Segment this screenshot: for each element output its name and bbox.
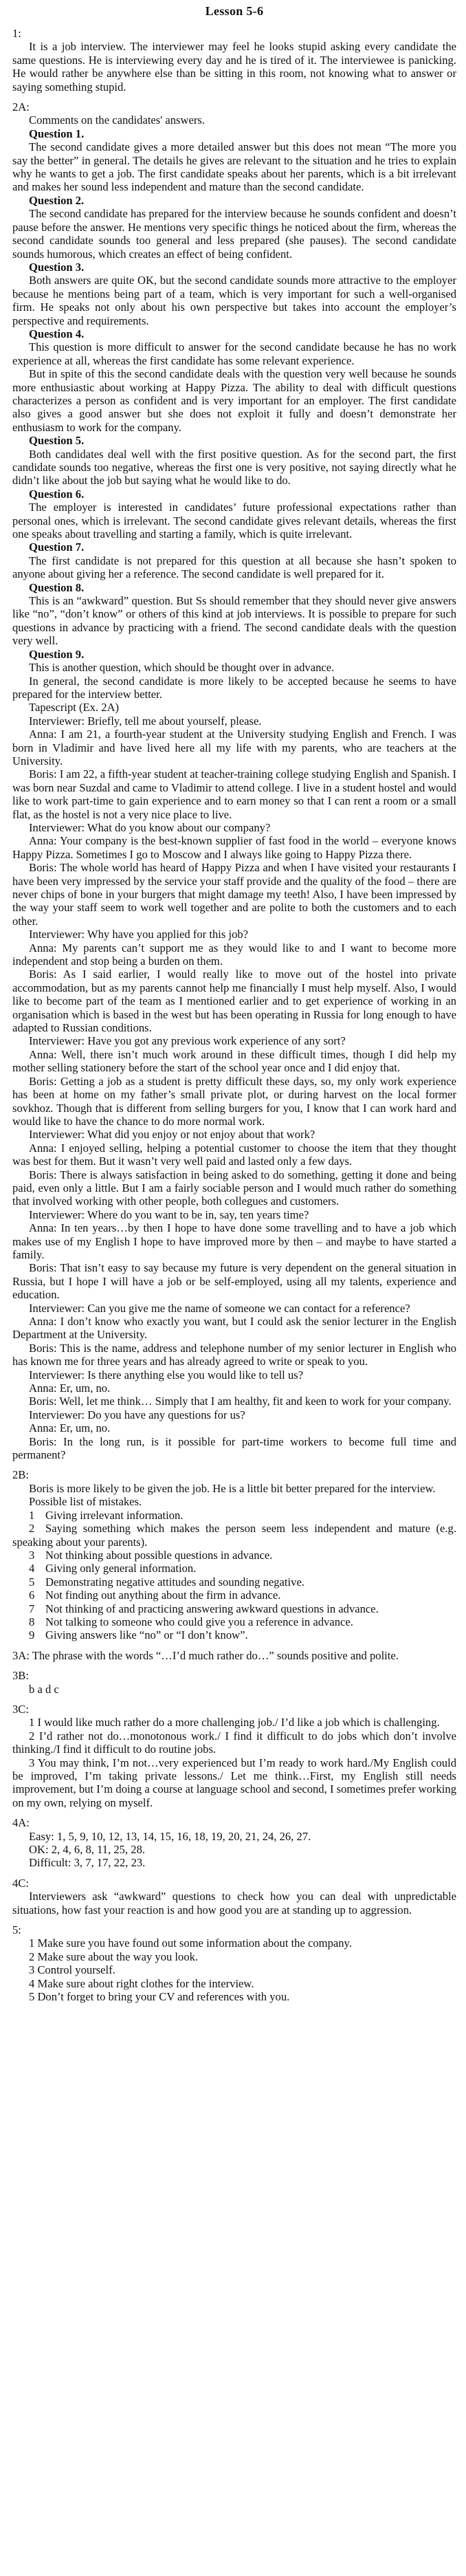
paragraph: Boris: Well, let me think… Simply that I am healthy, fit and keen to work for your company.	[29, 1395, 452, 1408]
question-heading: Question 7.	[29, 541, 85, 554]
section-label: 2A:	[12, 100, 30, 114]
section	[12, 1649, 456, 1662]
list-item-number: 7	[29, 1602, 35, 1615]
paragraph: Anna: I am 21, a fourth-year student at the University studying English and French. I was born in Vladimir and have lived here all my life with my parents, who are teachers at the University.	[12, 728, 456, 767]
paragraph: 3 You may think, I’m not…very experienced but I’m ready to work hard./My English could be improved, I’m taking private lessons./ Let me think…First, my English still needs improvement, but I’m doing a course at language school and second, I sometimes prefer working on my own, relying on myself.	[12, 1756, 456, 1809]
paragraph: The first candidate is not prepared for this question at all because she hasn’t spoken to anyone about giving her a reference. The second candidate is well prepared for it.	[12, 554, 456, 581]
paragraph: Boris: This is the name, address and telephone number of my senior lecturer in English who has known me for three years and has already agreed to write or speak to you.	[12, 1341, 456, 1368]
section-label: 3B:	[12, 1669, 29, 1683]
section	[12, 1468, 456, 1641]
paragraph: Anna: I enjoyed selling, helping a potential customer to choose the item that they thought was best for them. But it wasn’t very well paid and lasted only a few days.	[12, 1141, 456, 1168]
paragraph: Both answers are quite OK, but the second candidate sounds more attractive to the employer because he mentions being part of a team, which is very important for such a well-organised firm. He speaks not only about his own perspective but takes into account the employer’s perspective and requirements.	[12, 274, 456, 327]
question-heading: Question 6.	[29, 487, 85, 501]
section-label: 2B:	[12, 1468, 29, 1482]
question-heading: Question 2.	[29, 193, 85, 207]
list-item	[12, 1575, 456, 1589]
list-item-number: 4	[29, 1562, 35, 1575]
paragraph: This is an “awkward” question. But Ss should remember that they should never give answers like “no”, “don’t know” or others of this kind at job interviews. It is possible to prepare for such questions in advance by practicing with a friend. The second candidate deals with the question very well.	[12, 594, 456, 648]
list-item	[12, 1615, 456, 1628]
paragraph: Anna: I don’t know who exactly you want, but I could ask the senior lecturer in the English Department at the University.	[12, 1315, 456, 1342]
question-heading: Question 4.	[29, 327, 85, 340]
section	[12, 1923, 456, 2003]
paragraph: Boris is more likely to be given the job. He is a little bit better prepared for the interview.	[29, 1481, 436, 1495]
paragraph: The second candidate has prepared for the interview because he sounds confident and doesn’t pause before the answer. He mentions very specific things he noticed about the firm, whereas the second candidate sounds too general and less prepared (she pauses). The second candidate sounds humorous, which creates an effect of being confident.	[12, 207, 456, 261]
list-item-text: Saying something which makes the person seem less independent and mature (e.g. speaking about your parents).	[12, 1522, 456, 1549]
paragraph: Boris: As I said earlier, I would really like to move out of the hostel into private accommodation, but as my parents cannot help me financially I must help myself. Also, I would like to become part of the team as I mentioned earlier and to get experience of working in an organisation which is based in the west but has been operating in Russia for long enough to have adapted to Russian conditions.	[12, 968, 456, 1035]
paragraph: b a d c	[29, 1682, 59, 1696]
paragraph: Anna: In ten years…by then I hope to have done some travelling and to have a job which makes use of my English I hope to have improved more by then – and maybe to have started a family.	[12, 1221, 456, 1261]
paragraph: Easy: 1, 5, 9, 10, 12, 13, 14, 15, 16, 18, 19, 20, 21, 24, 26, 27.	[29, 1829, 311, 1843]
paragraph: Anna: Well, there isn’t much work around in these difficult times, though I did help my mother selling stationery before the start of the school year once and I did enjoy that.	[12, 1047, 456, 1075]
paragraph: Interviewer: Why have you applied for this job?	[29, 928, 249, 941]
section	[12, 1703, 456, 1809]
paragraph: Interviewer: What did you enjoy or not enjoy about that work?	[29, 1128, 315, 1142]
section-label: 1:	[12, 27, 21, 40]
paragraph: Boris: The whole world has heard of Happy Pizza and when I have visited your restaurants I have been very impressed by the service your staff provide and the quality of the food – there are never chips of bone in your burgers that might damage my teeth! Also, I have been impressed by the way your staff seem to work well together and are polite to both the customers and to each other.	[12, 861, 456, 928]
list-item	[12, 1589, 456, 1602]
paragraph: 3 Control yourself.	[29, 1963, 115, 1977]
paragraph: Possible list of mistakes.	[29, 1495, 142, 1509]
paragraph: OK: 2, 4, 6, 8, 11, 25, 28.	[29, 1843, 146, 1857]
paragraph: 4 Make sure about right clothes for the interview.	[29, 1976, 254, 1990]
paragraph: Anna: Er, um, no.	[29, 1382, 111, 1395]
section	[12, 1877, 456, 1917]
paragraph: Interviewers ask “awkward” questions to check how you can deal with unpredictable situations, how fast your reaction is and how good you are at standing up to aggression.	[12, 1890, 456, 1917]
paragraph: Boris: Getting a job as a student is pretty difficult these days, so, my only work experience has been at home on my father’s small private plot, or during harvest on the local former sovkhoz. Though that is different from selling burgers for you, I know that I can work hard and would like to have the chance to do more normal work.	[12, 1074, 456, 1128]
question-heading: Question 3.	[29, 260, 85, 274]
list-item	[12, 1549, 456, 1562]
list-item-text: Demonstrating negative attitudes and sounding negative.	[45, 1575, 304, 1589]
list-item	[12, 1522, 456, 1549]
list-item-number: 2	[29, 1522, 35, 1536]
paragraph: Interviewer: Is there anything else you would like to tell us?	[29, 1368, 304, 1382]
list-item	[12, 1602, 456, 1615]
paragraph: Difficult: 3, 7, 17, 22, 23.	[29, 1856, 146, 1870]
list-item-text: Not thinking about possible questions in advance.	[45, 1548, 273, 1562]
paragraph: 5 Don’t forget to bring your CV and references with you.	[29, 1990, 290, 2004]
paragraph: Boris: That isn’t easy to say because my future is very dependent on the general situation in Russia, but I hope I will have a job or be self-employed, using all my talents, experience and education.	[12, 1261, 456, 1302]
answer-key-sections	[12, 27, 456, 2004]
paragraph: Tapescript (Ex. 2A)	[29, 701, 120, 714]
question-heading: Question 1.	[29, 127, 85, 140]
list-item	[12, 1509, 456, 1522]
section-label: 3A: The phrase with the words “…I’d much rather do…” sounds positive and polite.	[12, 1648, 399, 1662]
list-item-number: 6	[29, 1589, 35, 1602]
paragraph: It is a job interview. The interviewer may feel he looks stupid asking every candidate the same questions. He is interviewing every day and he is tired of it. The interviewee is panicking. He would rather be anywhere else than be sitting in this room, not knowing what to answer or saying something stupid.	[12, 40, 456, 94]
paragraph: Comments on the candidates' answers.	[29, 113, 205, 127]
list-item-text: Not finding out anything about the firm in advance.	[45, 1589, 281, 1602]
lesson-title: Lesson 5-6	[205, 4, 264, 18]
paragraph: 2 I’d rather not do…monotonous work./ I find it difficult to do jobs which don’t involve thinking./I find it difficult to do routine jobs.	[12, 1729, 456, 1756]
paragraph: But in spite of this the second candidate deals with the question very well because he sounds more enthusiastic about working at Happy Pizza. The ability to deal with difficult questions characterizes a person as confident and is very important for an employer. The first candidate also gives a good answer but she does not exploit it fully and doesn’t demonstrate her enthusiasm to work for the company.	[12, 367, 456, 434]
section-label: 3C:	[12, 1702, 29, 1716]
section	[12, 1669, 456, 1696]
list-item-text: Giving answers like “no” or “I don’t know”.	[45, 1628, 248, 1642]
paragraph: Interviewer: Do you have any questions for us?	[29, 1408, 245, 1421]
paragraph: Interviewer: Have you got any previous work experience of any sort?	[29, 1034, 346, 1048]
paragraph: Boris: In the long run, is it possible for part-time workers to become full time and permanent?	[12, 1434, 456, 1462]
paragraph: Interviewer: Where do you want to be in, say, ten years time?	[29, 1208, 309, 1221]
paragraph: Anna: My parents can’t support me as they would like to and I want to become more independent and stop being a burden on them.	[12, 941, 456, 968]
paragraph: This is another question, which should be thought over in advance.	[29, 661, 335, 675]
list-item-text: Not thinking of and practicing answering awkward questions in advance.	[45, 1602, 379, 1615]
question-heading: Question 8.	[29, 580, 85, 594]
list-item-text: Giving only general information.	[45, 1562, 197, 1575]
paragraph: Interviewer: Briefly, tell me about yourself, please.	[29, 714, 262, 728]
list-item-text: Giving irrelevant information.	[45, 1508, 184, 1522]
list-item-number: 1	[29, 1508, 35, 1522]
list-item-number: 5	[29, 1575, 35, 1589]
paragraph: The second candidate gives a more detailed answer but this does not mean “The more you say the better” in general. The details he gives are relevant to the situation and he tries to explain why he wants to get a job. The first candidate speaks about her parents, which is a bit irrelevant and makes her sound less independent and mature than the second candidate.	[12, 140, 456, 194]
list-item	[12, 1562, 456, 1575]
list-item-number: 9	[29, 1628, 35, 1642]
paragraph: Anna: Er, um, no.	[29, 1421, 111, 1435]
paragraph: This question is more difficult to answer for the second candidate because he has no work experience at all, whereas the first candidate has some relevant experience.	[12, 340, 456, 367]
section	[12, 100, 456, 1461]
section	[12, 1816, 456, 1870]
question-heading: Question 5.	[29, 434, 85, 448]
section	[12, 27, 456, 94]
list-item-text: Not talking to someone who could give you a reference in advance.	[45, 1615, 353, 1628]
paragraph: Boris: There is always satisfaction in being asked to do something, getting it done and being paid, even only a little. But I am a fairly sociable person and I would much rather do something that involved working with other people, both collegues and customers.	[12, 1168, 456, 1208]
paragraph: 1 I would like much rather do a more challenging job./ I’d like a job which is challenging.	[29, 1716, 440, 1729]
paragraph: Interviewer: Can you give me the name of someone we can contact for a reference?	[29, 1301, 410, 1315]
section-label: 4A:	[12, 1816, 30, 1830]
paragraph: Both candidates deal well with the first positive question. As for the second part, the first candidate sounds too negative, whereas the first one is very positive, not saying directly what he didn’t like about the job but saying what he would like to do.	[12, 447, 456, 488]
question-heading: Question 9.	[29, 647, 85, 661]
list-item	[12, 1628, 456, 1641]
list-item-number: 8	[29, 1615, 35, 1628]
paragraph: Boris: I am 22, a fifth-year student at teacher-training college studying English and Spanish. I was born near Suzdal and came to Vladimir to attend college. I live in a student hostel and would like to work part-time to gain experience and to earn money so that I can rent a room or a small flat, as the hostel is not a very nice place to live.	[12, 767, 456, 821]
paragraph: Anna: Your company is the best-known supplier of fast food in the world – everyone knows Happy Pizza. Sometimes I go to Moscow and I always like going to Happy Pizza there.	[12, 834, 456, 861]
paragraph: Interviewer: What do you know about our company?	[29, 820, 271, 834]
paragraph: The employer is interested in candidates’ future professional expectations rather than personal ones, which is irrelevant. The second candidate gives relevant details, whereas the first one speaks about travelling and starting a family, which is quite irrelevant.	[12, 501, 456, 541]
paragraph: 2 Make sure about the way you look.	[29, 1950, 199, 1963]
section-label: 5:	[12, 1923, 21, 1937]
section-label: 4C:	[12, 1876, 29, 1890]
paragraph: 1 Make sure you have found out some information about the company.	[29, 1936, 352, 1950]
list-item-number: 3	[29, 1548, 35, 1562]
paragraph: In general, the second candidate is more likely to be accepted because he seems to have prepared for the interview better.	[12, 674, 456, 701]
